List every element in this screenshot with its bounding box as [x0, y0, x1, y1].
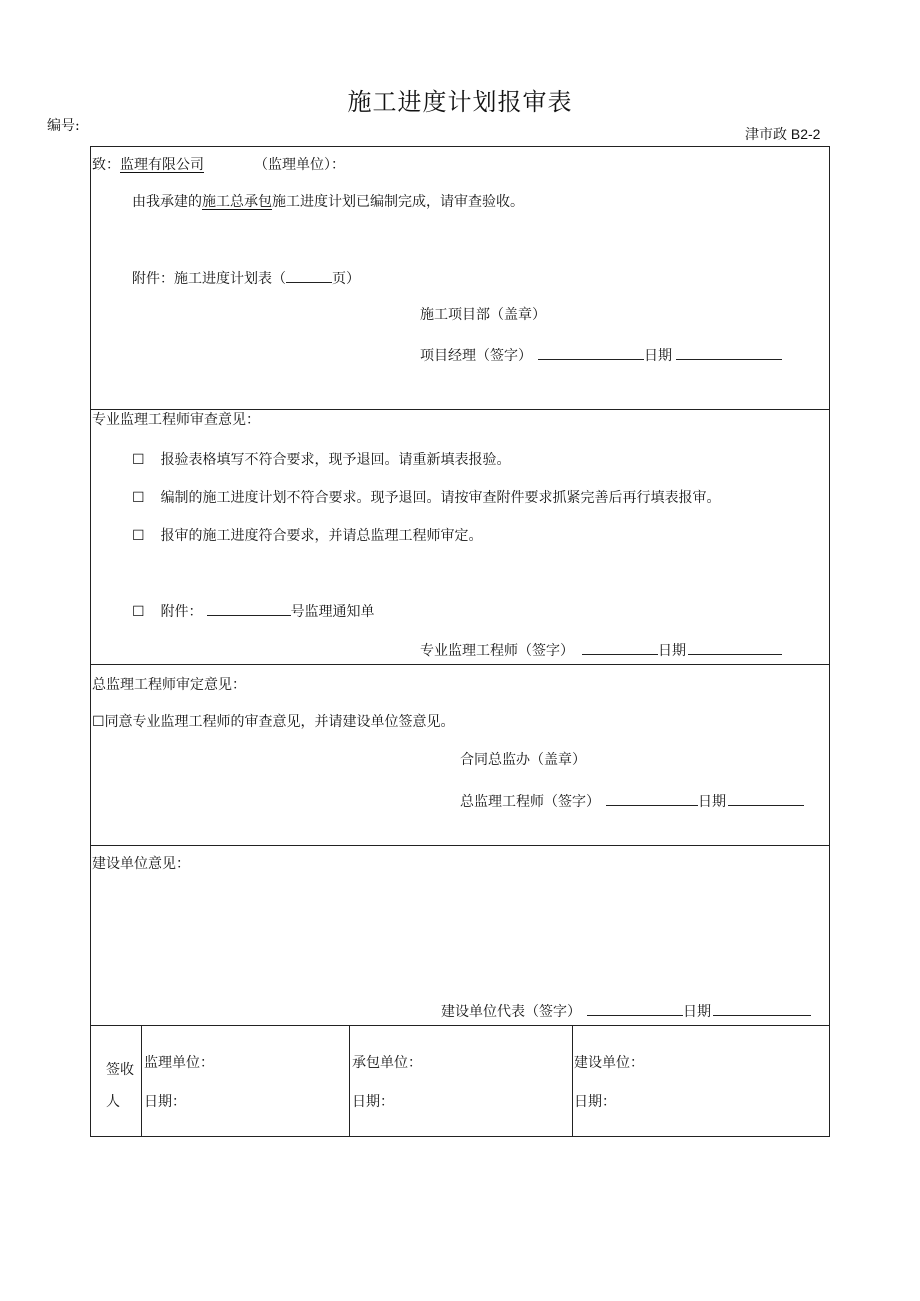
engineer-date-field[interactable] — [688, 640, 782, 655]
checkbox[interactable]: ☐ — [92, 714, 105, 730]
owner-date-label: 日期： — [574, 1094, 616, 1110]
divider — [90, 845, 830, 846]
owner-sign-line: 建设单位代表（签字） 日期 — [441, 1001, 811, 1021]
divider — [349, 1025, 350, 1137]
divider — [572, 1025, 573, 1137]
addressee-line — [92, 156, 345, 174]
checkbox[interactable]: ☐ — [132, 604, 145, 620]
manager-signature-field[interactable] — [538, 345, 644, 360]
review-option-3: ☐ 报审的施工进度符合要求，并请总监理工程师审定。 — [132, 528, 483, 544]
addressee-suffix: （监理单位）： — [254, 157, 345, 173]
checkbox[interactable]: ☐ — [132, 452, 145, 468]
form-code: 津市政 B2-2 — [745, 126, 821, 142]
project-dept-stamp: 施工项目部（盖章） — [420, 307, 546, 323]
to-prefix: 致： — [92, 157, 120, 173]
engineer-signature-field[interactable] — [582, 640, 658, 655]
chief-sign-line: 总监理工程师（签字） 日期 — [460, 791, 804, 811]
signee-label: 签收 — [106, 1062, 134, 1078]
owner-unit-label: 建设单位： — [574, 1055, 644, 1071]
divider — [90, 1025, 830, 1026]
owner-opinion-heading: 建设单位意见： — [92, 856, 190, 872]
contract-office-stamp: 合同总监办（盖章） — [460, 752, 586, 768]
contractor-unit-label: 承包单位： — [352, 1055, 422, 1071]
serial-number-label: 编号: — [47, 118, 80, 134]
signee-label-2: 人 — [106, 1094, 120, 1110]
supervisor-unit-label: 监理单位： — [144, 1055, 214, 1071]
notice-number-field[interactable] — [207, 601, 291, 616]
page-count-field[interactable] — [286, 268, 332, 283]
submission-statement: 由我承建的施工总承包施工进度计划已编制完成，请审查验收。 — [132, 194, 524, 210]
project-name[interactable]: 施工总承包 — [202, 194, 272, 210]
divider — [141, 1025, 142, 1137]
chief-review-heading: 总监理工程师审定意见： — [92, 677, 246, 693]
chief-date-field[interactable] — [728, 791, 804, 806]
engineer-review-heading: 专业监理工程师审查意见： — [92, 412, 260, 428]
divider — [90, 664, 830, 665]
chief-signature-field[interactable] — [606, 791, 698, 806]
manager-sign-line: 项目经理（签字） 日期 — [420, 345, 782, 365]
manager-date-field[interactable] — [676, 345, 782, 360]
contractor-date-label: 日期： — [352, 1094, 394, 1110]
review-attachment-line: ☐ 附件： 号监理通知单 — [132, 601, 375, 621]
engineer-sign-line: 专业监理工程师（签字） 日期 — [420, 640, 782, 660]
owner-signature-field[interactable] — [587, 1001, 683, 1016]
checkbox[interactable]: ☐ — [132, 528, 145, 544]
review-option-2: ☐ 编制的施工进度计划不符合要求。现予退回。请按审查附件要求抓紧完善后再行填表报审。 — [132, 490, 721, 506]
owner-date-field[interactable] — [713, 1001, 811, 1016]
divider — [90, 409, 830, 410]
addressee-name[interactable]: 监理有限公司 — [120, 157, 204, 173]
supervisor-date-label: 日期： — [144, 1094, 186, 1110]
review-option-1: ☐ 报验表格填写不符合要求，现予退回。请重新填表报验。 — [132, 452, 511, 468]
attachment-line: 附件：施工进度计划表（ 页） — [132, 268, 360, 288]
page-title: 施工进度计划报审表 — [347, 88, 573, 116]
chief-option: ☐同意专业监理工程师的审查意见，并请建设单位签意见。 — [92, 714, 455, 730]
checkbox[interactable]: ☐ — [132, 490, 145, 506]
